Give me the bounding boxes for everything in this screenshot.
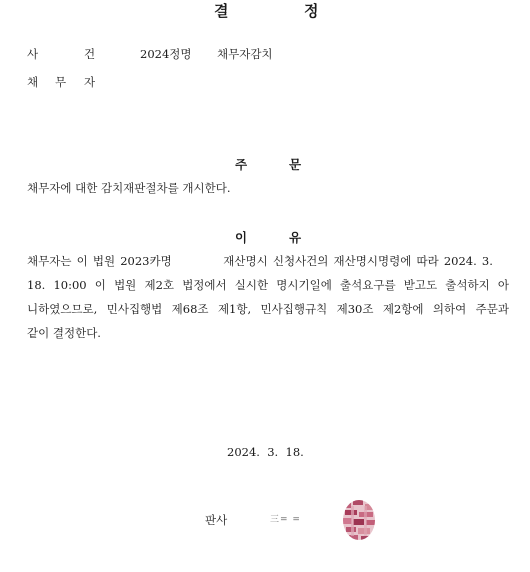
case-label-char-1: 사: [27, 47, 39, 61]
reason-line-4: 같이 결정한다.: [27, 326, 101, 340]
decision-date: 2024. 3. 18.: [227, 445, 304, 459]
reason-heading-char-1: 이: [235, 230, 248, 245]
reason-line-1: 채무자는 이 법원 2023카명 재산명시 신청사건의 재산명시명령에 따라 2024. 3.: [27, 254, 493, 268]
title-char-2: 정: [304, 2, 319, 20]
order-heading-char-2: 문: [289, 157, 302, 172]
judge-title: 판사: [205, 513, 228, 527]
reason-line-3: 니하였으므로, 민사집행법 제68조 제1항, 민사집행규칙 제30조 제2항에 의하여 주문과: [27, 302, 509, 316]
debtor-label-char-1: 채: [27, 75, 39, 89]
reason-heading-char-2: 유: [289, 230, 302, 245]
case-label-char-2: 건: [84, 47, 96, 61]
reason-line-2: 18. 10:00 이 법원 제2호 법정에서 실시한 명시기일에 출석요구를 받고도 출석하지 아: [27, 278, 509, 292]
debtor-label-char-2: 무: [55, 75, 67, 89]
case-name: 채무자감치: [217, 47, 273, 61]
debtor-label-char-3: 자: [84, 75, 96, 89]
judge-name: 三= =: [270, 515, 301, 525]
judge-seal-icon: [341, 498, 377, 542]
order-text: 채무자에 대한 감치재판절차를 개시한다.: [27, 181, 231, 195]
title-char-1: 결: [214, 2, 229, 20]
order-heading-char-1: 주: [235, 157, 248, 172]
case-number: 2024정명: [140, 47, 192, 61]
